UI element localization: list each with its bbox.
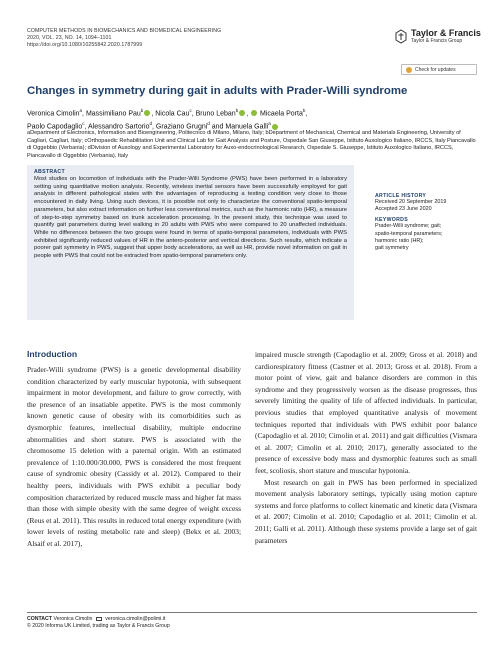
author-affil-sup: d: [207, 121, 210, 127]
check-updates-icon: [406, 67, 412, 73]
contact-email[interactable]: veronica.cimolin@polimi.it: [105, 616, 166, 622]
abstract-text: Most studies on locomotion of individuals with the Prader-Willi Syndrome (PWS) have been performed in a laboratory setting using quantitative motion analysis. Recently, wireless inertial sensors have been successfully employed for gait analysis in different pathological states with the advantages of reproducing a testing condition very close to those encountered in daily living. Using such devices, it is possible not only to characterize the conventional spatio-temporal parameters, but also extract information on further less conventional metrics, such as the harmonic ratio (HR), a measure of step-to-step symmetry based on trunk acceleration processing. In the present study, this technique was used to quantify gait parameters during level walking in 20 adults with PWS who were compared to 20 unaffected individuals. While no differences between the two groups were found in terms of spatio-temporal parameters, individuals with PWS exhibited significantly reduced values of HR in the antero-posterior and vertical directions. Such results, which indicate a poorer gait symmetry in PWS, suggest that upper body accelerations, as well as HR, provide novel information on gait in people with PWS that could not be extracted from spatio-temporal parameters only.: [34, 176, 347, 260]
accepted-date: Accepted 23 June 2020: [375, 206, 432, 213]
affiliations: aDepartment of Electronics, Information and Bioengineering, Politecnico di Milano, Milano, Italy; bDepartment of Mechanical, Chemical and Materials Engineering, University of Cagliari, Cagliari, Italy; cOrthopaedic Rehabilitation Unit and Clinical Lab for Gait Analysis and Posture, Ospedale San Giuseppe, Istituto Auxologico Italiano, IRCCS, Italy Piancavallo di Oggebbio (Verbania); dDivision of Auxology and Experimental Laboratory for Auxo-endocrinological Research, Ospedale S. Giuseppe, Istituto Auxologico Italiano, IRCCS, Piancavallo di Oggebbio (Verbania), Italy: [27, 130, 476, 159]
check-updates-label: Check for updates: [415, 66, 456, 73]
orcid-icon[interactable]: [239, 110, 245, 116]
keyword-line: Prader-Willi syndrome; gait;: [375, 223, 442, 230]
check-updates-button[interactable]: [401, 64, 477, 75]
doi-link[interactable]: https://doi.org/10.1080/10255842.2020.1787999: [27, 42, 143, 48]
body-column-left: [27, 364, 241, 550]
author-affil-sup: b: [302, 108, 306, 113]
author-name: Veronica Cimolin: [27, 110, 80, 118]
article-title: Changes in symmetry during gait in adults with Prader-Willi syndrome: [27, 85, 408, 97]
author-affil-sup: c: [82, 121, 85, 127]
paragraph: impaired muscle strength (Capodaglio et al. 2009; Gross et al. 2018) and cardiorespiratory fitness (Castner et al. 2013; Gross et al. 2018). From a motor point of view, gait and balance disorders are common in this syndrome and they progressively worsen as the disease progresses, thus severely limiting the quality of life of affected individuals. In particular, previous studies that employed quantitative analysis of movement techniques reported that individuals with PWS exhibit poor balance (Capodaglio et al. 2010; Cimolin et al. 2011) and gait difficulties (Vismara et al. 2007; Cimolin et al. 2010; 2017), generally associated to the presence of excessive body mass and dysmorphic features such as small feet, scoliosis, short stature and muscular hypotonia.: [255, 350, 477, 475]
orcid-icon[interactable]: [272, 124, 278, 130]
author-name: Bruno Leban: [195, 110, 236, 118]
author-affil-sup: a: [268, 121, 271, 127]
paragraph: Prader-Willi syndrome (PWS) is a genetic developmental disability condition characterized by early muscular hypotonia, with subsequent impairment in motor development, and failure to grow correctly, with the presence of an insatiable appetite. PWS is the most commonly known genetic cause of obesity with its comorbidities such as dysmorphic features, intellectual disability, multiple endocrine abnormalities and short stature. PWS is associated with the chromosome 15 deletion with a paternal origin. With an estimated prevalence of 1:10.000/30.000, PWS is considered the most frequent cause of syndromic obesity (Cassidy et al. 2012). Compared to their healthy peers, individuals with PWS exhibit a peculiar body composition characterized by reduced muscle mass and higher fat mass than those with simple obesity with the same degree of weight excess (Reus et al. 2011). This results in reduced total energy expenditure (with lower levels of resting metabolic rate and sleep) (Bekx et al. 2003; Alsaif et al. 2017),: [27, 365, 241, 548]
body-column-right: [255, 349, 477, 546]
copyright: © 2020 Informa UK Limited, trading as Taylor & Francis Group: [27, 623, 170, 629]
journal-header: [27, 28, 221, 49]
author-affil-sup: c: [189, 108, 192, 113]
section-heading-introduction: Introduction: [27, 349, 78, 359]
author-affil-sup: b: [235, 108, 239, 113]
email-icon: [96, 617, 102, 621]
keyword-line: gait symmetry: [375, 245, 409, 252]
author-list: Veronica Cimolin$^a$, Massimiliano Pau$^b$ , Nicola Cau$^c$, Bruno Leban$^b$ , Micaela Porta$^b$, Paolo Capodaglio$^c$, Alessandro Sartorio$^d$, Graziano Grugni$^d$ and Manuela Galli$^a$: [27, 108, 308, 131]
publisher-logo: [394, 29, 481, 44]
contact-name: Veronica Cimolin: [53, 616, 93, 622]
keywords-heading: KEYWORDS: [375, 217, 408, 224]
keyword-line: spatio-temporal parameters;: [375, 230, 443, 237]
journal-name: COMPUTER METHODS IN BIOMECHANICS AND BIOMEDICAL ENGINEERING: [27, 28, 222, 34]
publisher-icon: [394, 29, 408, 44]
author-name: Manuela Galli: [225, 123, 269, 131]
abstract-box: [27, 165, 354, 320]
author-affil-sup: d: [149, 121, 153, 127]
author-name: Alessandro Sartorio: [88, 123, 150, 131]
footnote: [27, 612, 477, 630]
history-heading: ARTICLE HISTORY: [375, 193, 427, 199]
journal-volume: 2020, VOL. 23, NO. 14, 1094–1101: [27, 35, 112, 41]
orcid-icon[interactable]: [144, 110, 150, 116]
contact-label: CONTACT: [27, 616, 52, 622]
abstract-heading: ABSTRACT: [34, 169, 65, 175]
keyword-line: harmonic ratio (HR);: [375, 237, 424, 244]
paragraph: Most research on gait in PWS has been performed in specialized movement analysis laboratory settings, typically using motion capture systems and force platforms to collect kinematic and kinetic data (Vismara et al. 2007; Cimolin et al. 2010; Capodaglio et al. 2011; Cimolin et al. 2011; Galli et al. 2011). Although these systems provide a large set of gait parameters: [255, 477, 477, 545]
publisher-sub: Taylor & Francis Group: [411, 38, 463, 44]
author-name: Nicola Cau: [155, 110, 190, 118]
author-name: Paolo Capodaglio: [27, 123, 83, 131]
orcid-icon[interactable]: [251, 110, 257, 116]
author-affil-sup: a: [79, 108, 83, 113]
author-name: Massimiliano Pau: [85, 110, 141, 118]
received-date: Received 20 September 2019: [375, 199, 447, 205]
author-affil-sup: b: [140, 108, 144, 113]
author-name: Graziano Grugni: [155, 123, 208, 131]
article-sidebar: [375, 193, 485, 256]
author-name: Micaela Porta: [260, 110, 303, 118]
publisher-name: Taylor & Francis: [411, 28, 481, 38]
